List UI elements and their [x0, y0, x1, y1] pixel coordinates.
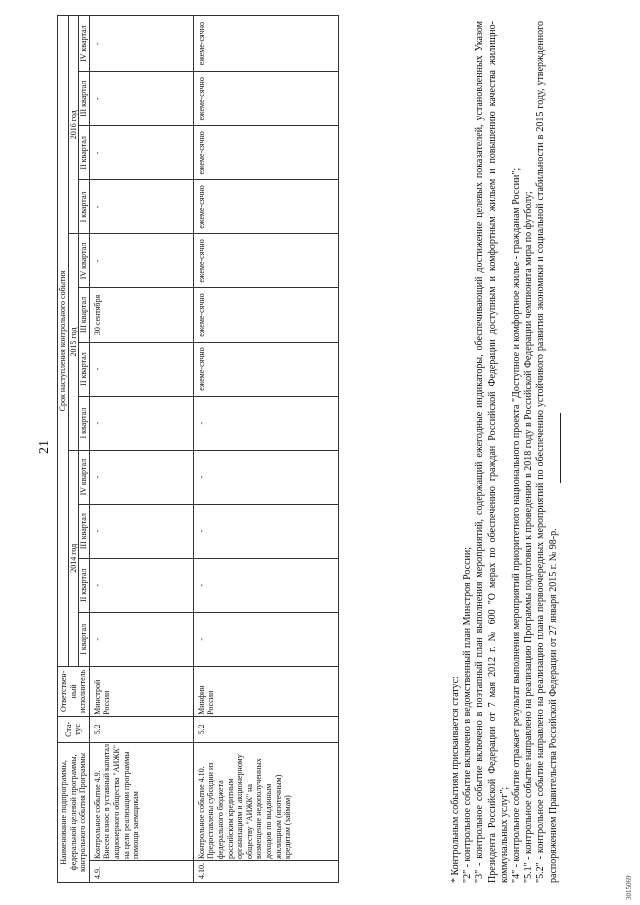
- header-quarter: III квартал: [79, 288, 90, 342]
- row-number: 4.10.: [193, 860, 338, 882]
- header-quarter: I квартал: [79, 396, 90, 450]
- header-year: 2016 год: [68, 16, 79, 234]
- page-number: 21: [37, 440, 52, 454]
- header-divider: [560, 413, 561, 483]
- deadline-cell: ежеме-сячно: [193, 180, 338, 234]
- footnotes: [450, 21, 560, 883]
- deadline-cell: -: [193, 612, 338, 666]
- event-executor: Минстрой России: [89, 666, 193, 716]
- header-quarter: II квартал: [79, 558, 90, 612]
- header-year: 2015 год: [68, 234, 79, 450]
- header-quarter: IV квартал: [79, 234, 90, 288]
- event-name: Контрольное событие 4.9. Внесен взнос в уставный капитал акционерного общества "АИЖК" на цели реализации программы помощи заемщикам: [89, 742, 193, 860]
- deadline-cell: ежеме-сячно: [193, 288, 338, 342]
- deadline-cell: -: [89, 396, 193, 450]
- control-events-table: [57, 15, 339, 883]
- table-row: [89, 16, 193, 883]
- header-deadline-group: Срок наступления контрольного события: [58, 16, 69, 667]
- header-quarter: II квартал: [79, 342, 90, 396]
- header-year: 2014 год: [68, 450, 79, 666]
- deadline-cell: -: [89, 612, 193, 666]
- footnote: * Контрольным событиям присваивается статус:: [450, 676, 461, 883]
- deadline-cell: ежеме-сячно: [193, 72, 338, 126]
- event-executor: Минфин России: [193, 666, 338, 716]
- event-status: 5.2: [89, 716, 193, 742]
- header-name-column: Наименование подпрограммы, федеральной целевой программы, контрольного события Программы: [58, 742, 90, 882]
- header-quarter: IV квартал: [79, 450, 90, 504]
- deadline-cell: -: [89, 342, 193, 396]
- deadline-cell: 30 сентября: [89, 288, 193, 342]
- deadline-cell: -: [89, 558, 193, 612]
- header-quarter: I квартал: [79, 612, 90, 666]
- deadline-cell: -: [193, 450, 338, 504]
- document-code: 3015069: [625, 875, 633, 900]
- deadline-cell: -: [89, 180, 193, 234]
- header-quarter: I квартал: [79, 180, 90, 234]
- row-number: 4.9.: [89, 860, 193, 882]
- deadline-cell: -: [193, 504, 338, 558]
- header-quarter: II квартал: [79, 126, 90, 180]
- deadline-cell: -: [193, 396, 338, 450]
- footnote: "5.1" - контрольное событие направлено на реализацию Программы подготовки к проведению в 2018 году в Российской Федерации чемпионата мира по футболу;: [523, 191, 535, 883]
- event-name: Контрольное событие 4.10. Предоставлены субсидии из федерального бюджета российским кредитным организациям и акционерному обществу "АИЖК" на возмещение недополученных доходов по выданным жилищным (ипотечным) кредитам (займам): [193, 742, 338, 860]
- deadline-cell: -: [89, 234, 193, 288]
- footnote: "2" - контрольное событие включено в ведомственный план Минстроя России;: [462, 547, 474, 883]
- deadline-cell: -: [89, 16, 193, 72]
- header-quarter: III квартал: [79, 504, 90, 558]
- footnote: "3" - контрольное событие включено в поэтапный план выполнения мероприятий, содержащий ежегодные индикаторы, обеспечивающий достижение целевых показателей, установленных Указом Президента Российской Федерации от 7 мая 2012 г. № 600 "О мерах по обеспечению граждан Российской Федерации доступным и комфортным жильем и повышению качества жилищно-коммунальных услуг";: [474, 21, 510, 883]
- deadline-cell: -: [89, 126, 193, 180]
- table-row: [193, 16, 338, 883]
- event-status: 5.2: [193, 716, 338, 742]
- deadline-cell: ежеме-сячно: [193, 234, 338, 288]
- header-quarter: III квартал: [79, 72, 90, 126]
- deadline-cell: -: [89, 504, 193, 558]
- header-executor-column: Ответствен-ный исполнитель: [58, 666, 90, 716]
- deadline-cell: ежеме-сячно: [193, 16, 338, 72]
- footnote: "5.2" - контрольное событие направлено на реализацию плана первоочередных мероприятий по обеспечению устойчивого развития экономики и социальной стабильности в 2015 году, утвержденного распоряжением Правительства Российской Федерации от 27 января 2015 г. № 98-р.: [535, 21, 559, 883]
- deadline-cell: -: [193, 558, 338, 612]
- header-quarter: IV квартал: [79, 16, 90, 72]
- header-status-column: Ста-тус: [58, 716, 90, 742]
- deadline-cell: -: [89, 450, 193, 504]
- deadline-cell: -: [89, 72, 193, 126]
- footnote: "4" - контрольное событие отражает результат выполнения мероприятий приоритетного национального проекта "Доступное и комфортное жилье - гражданам России";: [511, 167, 523, 883]
- deadline-cell: ежеме-сячно: [193, 126, 338, 180]
- deadline-cell: ежеме-сячно: [193, 342, 338, 396]
